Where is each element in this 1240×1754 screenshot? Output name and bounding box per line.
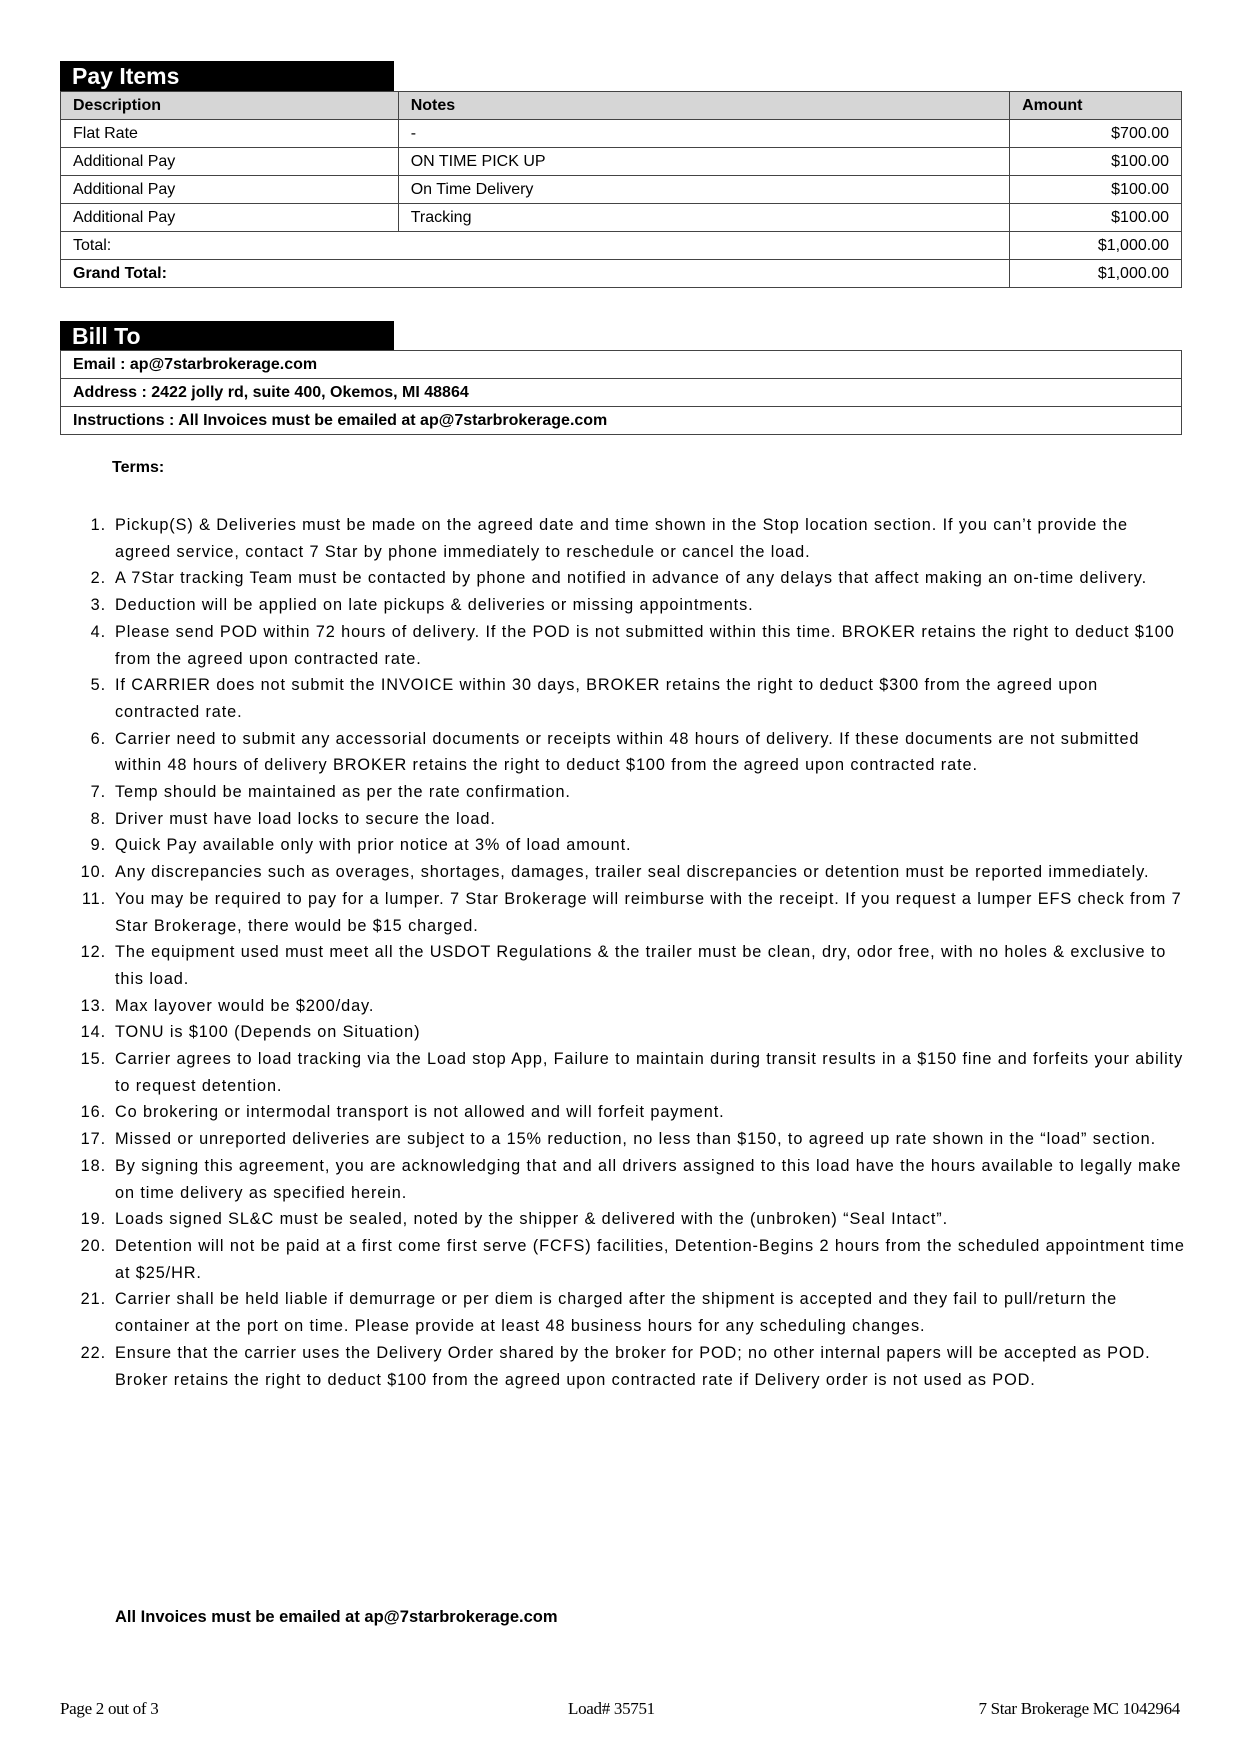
- table-header-row: [61, 92, 1182, 120]
- term-text: If CARRIER does not submit the INVOICE within 30 days, BROKER retains the right to deduct $300 from the agreed upon contracted rate.: [115, 676, 1099, 721]
- term-number: 7.: [90, 783, 106, 802]
- term-number: 10.: [80, 863, 106, 882]
- list-item: [60, 1019, 1185, 1046]
- term-number: 21.: [80, 1290, 106, 1309]
- total-label: Total:: [61, 232, 1010, 260]
- list-item: [60, 1206, 1185, 1233]
- list-item: [60, 939, 1185, 992]
- term-number: 18.: [80, 1156, 106, 1175]
- grand-total-row: [61, 260, 1182, 288]
- cell-notes: On Time Delivery: [398, 176, 1009, 204]
- bill-to-instructions: Instructions : All Invoices must be emailed at ap@7starbrokerage.com: [61, 407, 1182, 435]
- list-item: [60, 886, 1185, 939]
- list-item: [60, 1286, 1185, 1339]
- list-item: [60, 993, 1185, 1020]
- bill-to-row: [61, 407, 1182, 435]
- cell-description: Additional Pay: [61, 148, 399, 176]
- cell-amount: $100.00: [1010, 176, 1182, 204]
- list-item: [60, 512, 1185, 565]
- cell-amount: $100.00: [1010, 204, 1182, 232]
- list-item: [60, 1099, 1185, 1126]
- cell-description: Additional Pay: [61, 176, 399, 204]
- list-item: [60, 726, 1185, 779]
- term-number: 22.: [80, 1343, 106, 1362]
- term-number: 4.: [90, 622, 106, 641]
- cell-notes: ON TIME PICK UP: [398, 148, 1009, 176]
- terms-list: [60, 512, 1185, 1393]
- term-text: By signing this agreement, you are acknowledging that and all drivers assigned to this load have the hours available to legally make on time delivery as specified herein.: [115, 1156, 1182, 1202]
- term-number: 8.: [90, 809, 106, 828]
- term-number: 16.: [80, 1103, 106, 1122]
- term-text: Missed or unreported deliveries are subject to a 15% reduction, no less than $150, to agreed up rate shown in the “load” section.: [115, 1130, 1157, 1149]
- list-item: [60, 1233, 1185, 1286]
- table-row: [61, 120, 1182, 148]
- total-row: [61, 232, 1182, 260]
- term-number: 2.: [90, 569, 106, 588]
- list-item: [60, 779, 1185, 806]
- bill-to-address: Address : 2422 jolly rd, suite 400, Okemos, MI 48864: [61, 379, 1182, 407]
- table-row: [61, 176, 1182, 204]
- term-text: Carrier need to submit any accessorial documents or receipts within 48 hours of delivery. If these documents are not submitted within 48 hours of delivery BROKER retains the right to deduct $100 from the agreed upon contracted rate.: [115, 729, 1140, 775]
- term-text: Detention will not be paid at a first come first serve (FCFS) facilities, Detention-Begins 2 hours from the scheduled appointment time at $25/HR.: [115, 1236, 1185, 1282]
- term-number: 6.: [90, 729, 106, 748]
- term-number: 19.: [80, 1210, 106, 1229]
- cell-amount: $100.00: [1010, 148, 1182, 176]
- list-item: [60, 619, 1185, 672]
- term-number: 3.: [90, 596, 106, 615]
- terms-heading: Terms:: [112, 459, 165, 476]
- invoice-email-note: All Invoices must be emailed at ap@7starbrokerage.com: [115, 1608, 558, 1626]
- list-item: [60, 1046, 1185, 1099]
- table-row: [61, 148, 1182, 176]
- term-text: Max layover would be $200/day.: [115, 996, 375, 1015]
- term-number: 20.: [80, 1236, 106, 1255]
- term-number: 5.: [90, 676, 106, 695]
- term-text: Any discrepancies such as overages, shortages, damages, trailer seal discrepancies or detention must be reported immediately.: [115, 863, 1150, 882]
- term-text: Temp should be maintained as per the rate confirmation.: [115, 783, 571, 802]
- cell-notes: -: [398, 120, 1009, 148]
- list-item: [60, 565, 1185, 592]
- total-value: $1,000.00: [1010, 232, 1182, 260]
- grand-total-value: $1,000.00: [1010, 260, 1182, 288]
- term-text: Please send POD within 72 hours of delivery. If the POD is not submitted within this time. BROKER retains the right to deduct $100 from the agreed upon contracted rate.: [115, 622, 1175, 668]
- term-text: Loads signed SL&C must be sealed, noted by the shipper & delivered with the (unbroken) “Seal Intact”.: [115, 1210, 949, 1229]
- list-item: [60, 672, 1185, 725]
- term-text: Deduction will be applied on late pickups & deliveries or missing appointments.: [115, 596, 754, 615]
- term-text: Pickup(S) & Deliveries must be made on the agreed date and time shown in the Stop location section. If you can’t provide the agreed service, contact 7 Star by phone immediately to reschedule or cancel the load.: [115, 516, 1128, 561]
- column-header-notes: Notes: [398, 92, 1009, 120]
- pay-items-table: [60, 91, 1182, 288]
- list-item: [60, 1126, 1185, 1153]
- column-header-amount: Amount: [1010, 92, 1182, 120]
- term-number: 11.: [81, 889, 106, 908]
- term-number: 17.: [80, 1130, 106, 1149]
- list-item: [60, 1340, 1185, 1393]
- bill-to-table: [60, 350, 1182, 435]
- term-number: 14.: [80, 1023, 106, 1042]
- term-text: You may be required to pay for a lumper. 7 Star Brokerage will reimburse with the receipt. If you request a lumper EFS check from 7 Star Brokerage, there would be $15 charged.: [115, 889, 1182, 935]
- term-number: 9.: [90, 836, 106, 855]
- list-item: [60, 859, 1185, 886]
- list-item: [60, 592, 1185, 619]
- load-number: Load# 35751: [568, 1699, 655, 1718]
- bill-to-row: [61, 351, 1182, 379]
- term-text: A 7Star tracking Team must be contacted by phone and notified in advance of any delays that affect making an on-time delivery.: [115, 569, 1148, 588]
- page-number: Page 2 out of 3: [60, 1699, 159, 1718]
- term-number: 12.: [80, 943, 106, 962]
- table-row: [61, 204, 1182, 232]
- cell-description: Additional Pay: [61, 204, 399, 232]
- term-text: The equipment used must meet all the USDOT Regulations & the trailer must be clean, dry, odor free, with no holes & exclusive to this load.: [115, 943, 1167, 988]
- term-text: Quick Pay available only with prior notice at 3% of load amount.: [115, 836, 632, 855]
- column-header-description: Description: [61, 92, 399, 120]
- cell-description: Flat Rate: [61, 120, 399, 148]
- pay-items-heading: Pay Items: [60, 61, 394, 91]
- term-text: Co brokering or intermodal transport is not allowed and will forfeit payment.: [115, 1103, 725, 1122]
- company-mc-number: 7 Star Brokerage MC 1042964: [978, 1699, 1180, 1718]
- term-text: Ensure that the carrier uses the Delivery Order shared by the broker for POD; no other internal papers will be accepted as POD. Broker retains the right to deduct $100 from the agreed upon contracted rate if Delivery order is not used as POD.: [115, 1343, 1151, 1389]
- term-text: TONU is $100 (Depends on Situation): [115, 1023, 421, 1042]
- list-item: [60, 832, 1185, 859]
- grand-total-label: Grand Total:: [61, 260, 1010, 288]
- term-text: Carrier agrees to load tracking via the Load stop App, Failure to maintain during transit results in a $150 fine and forfeits your ability to request detention.: [115, 1050, 1184, 1095]
- bill-to-heading: Bill To: [60, 321, 394, 351]
- term-text: Driver must have load locks to secure the load.: [115, 809, 496, 828]
- list-item: [60, 1153, 1185, 1206]
- term-number: 13.: [80, 996, 106, 1015]
- bill-to-email: Email : ap@7starbrokerage.com: [61, 351, 1182, 379]
- cell-amount: $700.00: [1010, 120, 1182, 148]
- term-number: 1.: [90, 516, 106, 534]
- list-item: [60, 806, 1185, 833]
- term-text: Carrier shall be held liable if demurrage or per diem is charged after the shipment is accepted and they fail to pull/return the container at the port on time. Please provide at least 48 business hours for any scheduling changes.: [115, 1290, 1118, 1336]
- cell-notes: Tracking: [398, 204, 1009, 232]
- bill-to-row: [61, 379, 1182, 407]
- term-number: 15.: [80, 1050, 106, 1069]
